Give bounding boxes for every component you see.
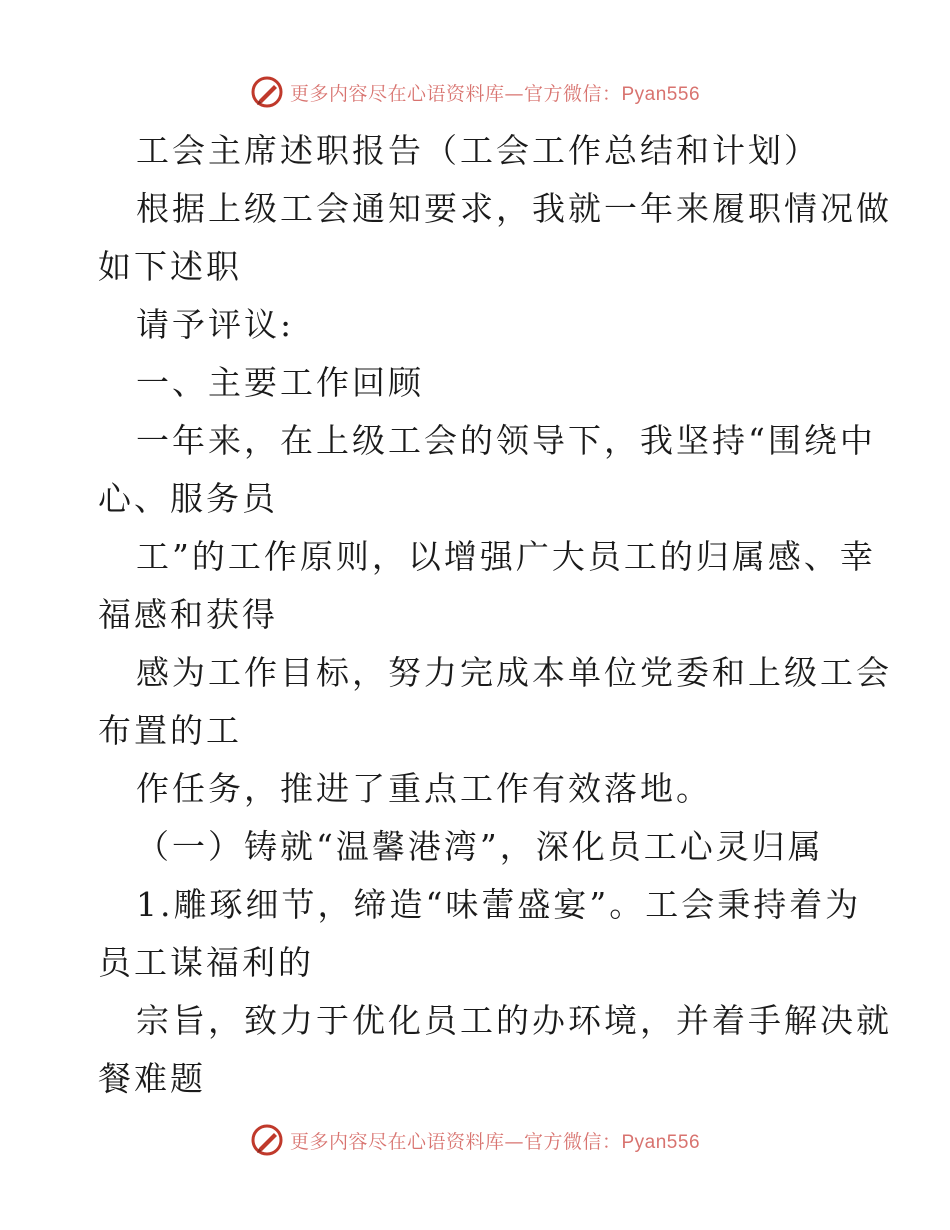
text-line: 如下述职 [98, 247, 242, 286]
watermark-brand: 更多内容尽在心语资料库 [289, 1130, 505, 1153]
pen-logo-icon [250, 75, 284, 109]
text-line: 员工谋福利的 [98, 943, 314, 982]
text-line: 宗旨，致力于优化员工的办环境，并着手解决就 [136, 1001, 892, 1040]
text-line: 一、主要工作回顾 [136, 363, 424, 402]
watermark-text [290, 79, 700, 106]
text-line: 工会主席述职报告（工会工作总结和计划） [136, 131, 820, 170]
text-line: 作任务，推进了重点工作有效落地。 [136, 769, 712, 808]
watermark-header [0, 70, 950, 114]
text-line: 工”的工作原则，以增强广大员工的归属感、幸 [136, 537, 876, 576]
watermark-brand: 更多内容尽在心语资料库 [289, 82, 505, 105]
pen-logo-icon [250, 1123, 284, 1157]
text-line: 福感和获得 [98, 595, 278, 634]
watermark-text [290, 1127, 700, 1154]
watermark-separator: — [504, 1130, 524, 1153]
watermark-footer [0, 1118, 950, 1162]
watermark-id: Pyan556 [621, 1131, 701, 1153]
watermark-separator: — [504, 82, 524, 105]
watermark-id: Pyan556 [621, 83, 701, 105]
text-line: 感为工作目标，努力完成本单位党委和上级工会 [136, 653, 892, 692]
document-body [98, 122, 892, 1108]
text-line: 餐难题 [98, 1059, 206, 1098]
text-line: 心、服务员 [98, 479, 278, 518]
watermark-label: 官方微信： [523, 82, 622, 105]
text-line: 一年来，在上级工会的领导下，我坚持“围绕中 [136, 421, 876, 460]
text-line: （一）铸就“温馨港湾”，深化员工心灵归属 [136, 827, 824, 866]
text-line: 根据上级工会通知要求，我就一年来履职情况做 [136, 189, 892, 228]
text-line: 1.雕琢细节，缔造“味蕾盛宴”。工会秉持着为 [136, 885, 862, 924]
text-line: 布置的工 [98, 711, 242, 750]
text-line: 请予评议: [136, 305, 295, 344]
watermark-label: 官方微信： [523, 1130, 622, 1153]
